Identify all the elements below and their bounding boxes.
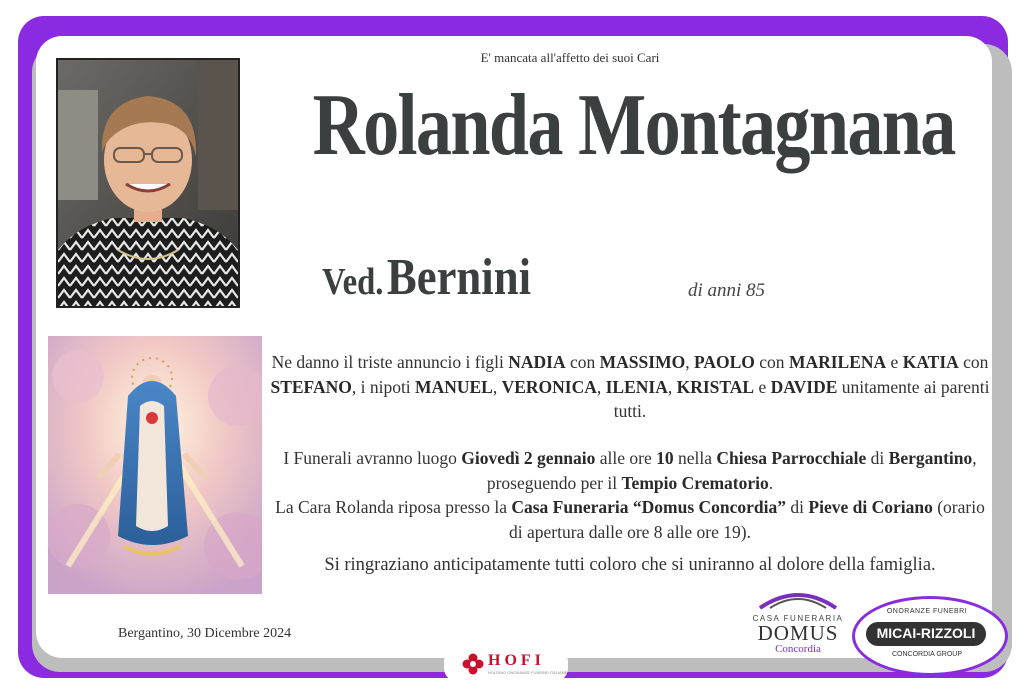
- bold-segment: MARILENA: [788, 352, 887, 372]
- text-segment: alle ore: [595, 448, 657, 468]
- text-segment: Ne danno il triste annuncio i figli: [271, 352, 509, 372]
- domus-arc-icon: [756, 588, 840, 610]
- intro-line: E' mancata all'affetto dei suoi Cari: [480, 50, 660, 65]
- hofi-line1: HOFI: [488, 652, 545, 669]
- deceased-name: Rolanda Montagnana: [312, 77, 955, 174]
- widow-surname: Bernini: [386, 249, 532, 306]
- domus-line3: Concordia: [775, 643, 821, 655]
- domus-logo: [742, 588, 854, 658]
- hofi-logo: [444, 648, 568, 682]
- bold-segment: VERONICA: [501, 376, 597, 397]
- bold-segment: NADIA: [508, 352, 566, 372]
- text-segment: I Funerali avranno luogo: [283, 448, 462, 468]
- text-segment: con: [958, 352, 989, 372]
- bold-segment: Bergantino: [888, 448, 973, 468]
- bold-segment: KRISTAL: [676, 376, 755, 397]
- text-segment: ,: [492, 376, 502, 397]
- age-label: di anni 85: [688, 280, 766, 301]
- widow-prefix: Ved.: [322, 261, 384, 303]
- text-segment: ,: [596, 376, 606, 397]
- text-segment: di: [866, 448, 889, 468]
- text-segment: , i nipoti: [351, 376, 416, 397]
- domus-line2: DOMUS: [757, 621, 839, 645]
- madonna-image: [48, 336, 262, 594]
- micai-line3: CONCORDIA GROUP: [891, 651, 962, 658]
- bold-segment: KATIA: [902, 352, 959, 372]
- funeral-paragraph: [270, 446, 990, 544]
- bold-segment: MASSIMO: [599, 352, 686, 372]
- bold-segment: Giovedì 2 gennaio: [461, 448, 596, 468]
- text-segment: , proseguendo per il: [486, 448, 977, 493]
- text-segment: (orario di apertura dalle ore 8 alle ore 19).: [509, 497, 985, 542]
- text-segment: di: [786, 497, 809, 517]
- bold-segment: DAVIDE: [770, 376, 838, 397]
- hofi-line2: HOLDING ONORANZE FUNEBRI ITALIANE: [488, 670, 568, 675]
- domus-line1: CASA FUNERARIA: [752, 614, 844, 623]
- micai-line1: ONORANZE FUNEBRI: [886, 608, 968, 615]
- text-segment: con: [565, 352, 600, 372]
- bold-segment: ILENIA: [605, 376, 668, 397]
- text-segment: ,: [685, 352, 694, 372]
- text-segment: e: [754, 376, 771, 397]
- bold-segment: Tempio Crematorio: [621, 472, 769, 493]
- place-date: Bergantino, 30 Dicembre 2024: [118, 626, 292, 641]
- widow-line: [322, 248, 531, 307]
- hofi-flower-icon: [462, 653, 484, 675]
- text-segment: La Cara Rolanda riposa presso la: [275, 497, 512, 517]
- announcement-paragraph: [270, 350, 990, 424]
- bold-segment: PAOLO: [693, 352, 755, 372]
- micai-line2: MICAI-RIZZOLI: [876, 625, 976, 641]
- text-segment: ,: [667, 376, 677, 397]
- micai-rizzoli-logo: [852, 596, 1008, 676]
- portrait-photo: [56, 58, 240, 308]
- bold-segment: MANUEL: [415, 376, 493, 397]
- text-segment: con: [754, 352, 789, 372]
- text-segment: .: [768, 472, 774, 493]
- text-segment: e: [886, 352, 903, 372]
- text-segment: nella: [673, 448, 717, 468]
- thanks-paragraph: Si ringraziano anticipatamente tutti coloro che si uniranno al dolore della famiglia.: [324, 555, 936, 575]
- bold-segment: Casa Funeraria “Domus Concordia”: [511, 497, 787, 517]
- bold-segment: STEFANO: [270, 376, 352, 397]
- bold-segment: Chiesa Parrocchiale: [716, 448, 867, 468]
- bold-segment: Pieve di Coriano: [808, 497, 933, 517]
- text-segment: unitamente ai parenti tutti.: [613, 376, 990, 421]
- bold-segment: 10: [656, 448, 674, 468]
